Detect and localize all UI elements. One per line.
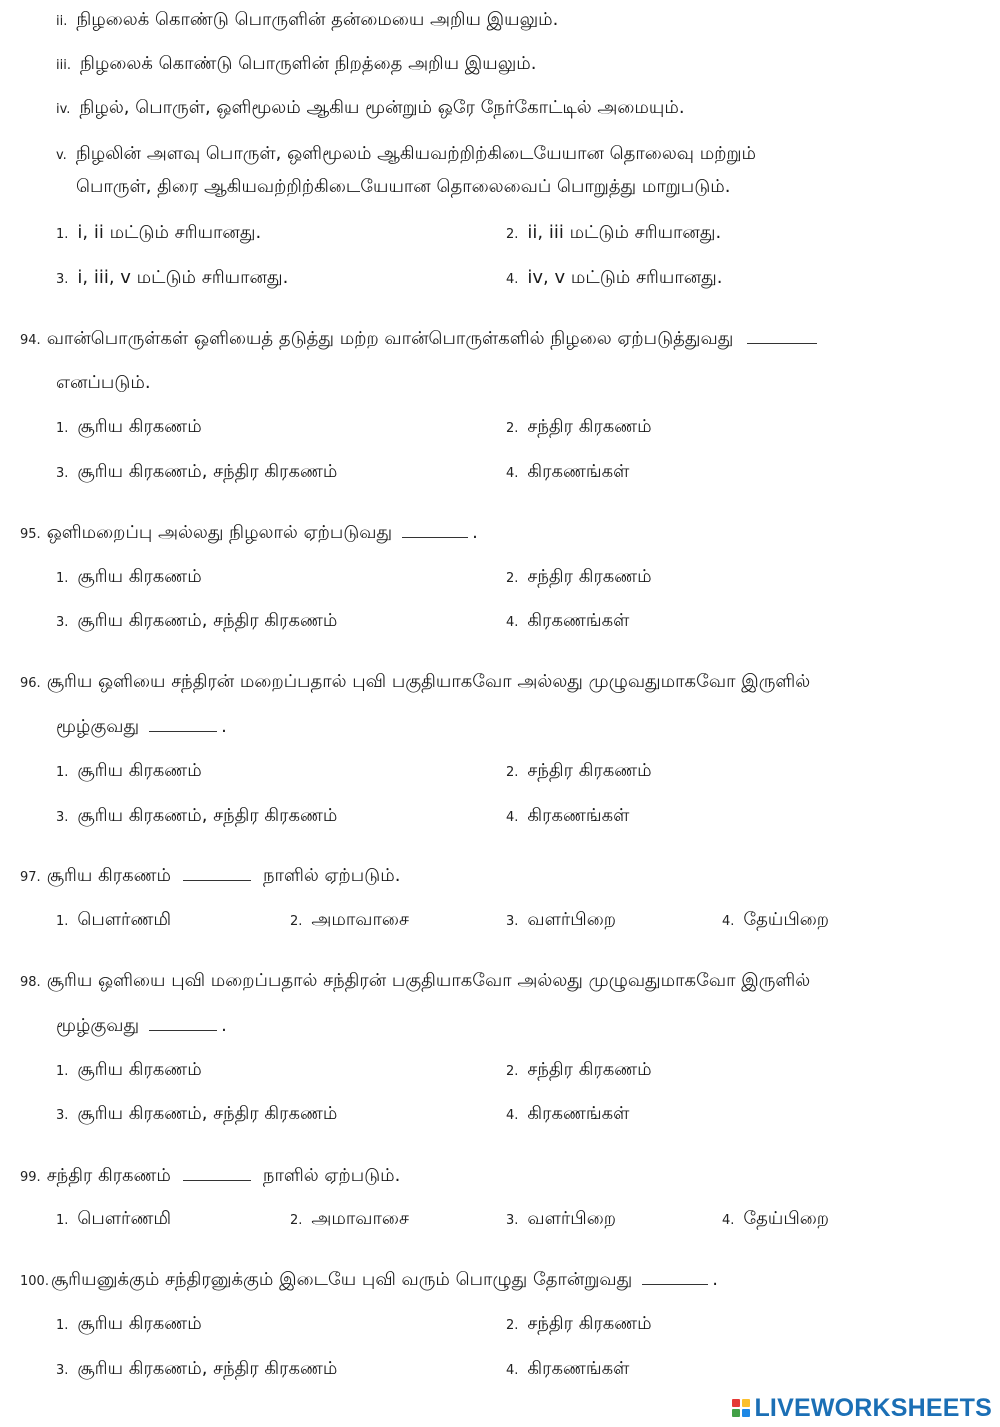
question-96-line2: மூழ்குவது . xyxy=(56,716,227,737)
option-99-2[interactable]: 2. அமாவாசை xyxy=(290,1208,409,1229)
option-95-1[interactable]: 1. சூரிய கிரகணம் xyxy=(56,566,202,587)
option-98-1[interactable]: 1. சூரிய கிரகணம் xyxy=(56,1059,202,1080)
option-100-3[interactable]: 3. சூரிய கிரகணம், சந்திர கிரகணம் xyxy=(56,1358,338,1379)
answer-blank[interactable] xyxy=(402,537,468,538)
option-97-2[interactable]: 2. அமாவாசை xyxy=(290,909,409,930)
question-99: 99. சந்திர கிரகணம் நாளில் ஏற்படும். xyxy=(20,1165,401,1186)
option-95-4[interactable]: 4. கிரகணங்கள் xyxy=(506,610,630,631)
statement-iv: iv. நிழல், பொருள், ஒளிமூலம் ஆகிய மூன்றும் ஒரே நேர்கோட்டில் அமையும். xyxy=(56,97,685,118)
option-96-3[interactable]: 3. சூரிய கிரகணம், சந்திர கிரகணம் xyxy=(56,805,338,826)
question-97: 97. சூரிய கிரகணம் நாளில் ஏற்படும். xyxy=(20,865,401,886)
option-95-3[interactable]: 3. சூரிய கிரகணம், சந்திர கிரகணம் xyxy=(56,610,338,631)
option-97-3[interactable]: 3. வளர்பிறை xyxy=(506,909,616,930)
option-95-2[interactable]: 2. சந்திர கிரகணம் xyxy=(506,566,652,587)
intro-option-1[interactable]: 1. i, ii மட்டும் சரியானது. xyxy=(56,222,262,243)
option-100-2[interactable]: 2. சந்திர கிரகணம் xyxy=(506,1313,652,1334)
option-100-1[interactable]: 1. சூரிய கிரகணம் xyxy=(56,1313,202,1334)
option-98-3[interactable]: 3. சூரிய கிரகணம், சந்திர கிரகணம் xyxy=(56,1103,338,1124)
option-94-3[interactable]: 3. சூரிய கிரகணம், சந்திர கிரகணம் xyxy=(56,461,338,482)
option-100-4[interactable]: 4. கிரகணங்கள் xyxy=(506,1358,630,1379)
intro-option-4[interactable]: 4. iv, v மட்டும் சரியானது. xyxy=(506,267,723,288)
statement-v-continued: பொருள், திரை ஆகியவற்றிற்கிடையேயான தொலைவைப் பொறுத்து மாறுபடும். xyxy=(76,176,731,197)
option-97-4[interactable]: 4. தேய்பிறை xyxy=(722,909,830,930)
option-98-2[interactable]: 2. சந்திர கிரகணம் xyxy=(506,1059,652,1080)
question-94-line2: எனப்படும். xyxy=(56,372,151,393)
liveworksheets-logo-icon xyxy=(732,1399,750,1417)
statement-iii: iii. நிழலைக் கொண்டு பொருளின் நிறத்தை அறிய இயலும். xyxy=(56,53,537,74)
question-94: 94. வான்பொருள்கள் ஒளியைத் தடுத்து மற்ற வான்பொருள்களில் நிழலை ஏற்படுத்துவது xyxy=(20,327,821,353)
option-99-4[interactable]: 4. தேய்பிறை xyxy=(722,1208,830,1229)
option-94-1[interactable]: 1. சூரிய கிரகணம் xyxy=(56,416,202,437)
answer-blank[interactable] xyxy=(642,1284,708,1285)
option-96-4[interactable]: 4. கிரகணங்கள் xyxy=(506,805,630,826)
option-94-4[interactable]: 4. கிரகணங்கள் xyxy=(506,461,630,482)
intro-option-3[interactable]: 3. i, iii, v மட்டும் சரியானது. xyxy=(56,267,289,288)
liveworksheets-brand[interactable] xyxy=(732,1395,992,1421)
answer-blank[interactable] xyxy=(149,731,217,732)
option-99-3[interactable]: 3. வளர்பிறை xyxy=(506,1208,616,1229)
question-96: 96. சூரிய ஒளியை சந்திரன் மறைப்பதால் புவி பகுதியாகவோ அல்லது முழுவதுமாகவோ இருளில் xyxy=(20,671,811,692)
option-96-2[interactable]: 2. சந்திர கிரகணம் xyxy=(506,760,652,781)
option-96-1[interactable]: 1. சூரிய கிரகணம் xyxy=(56,760,202,781)
question-98-line2: மூழ்குவது . xyxy=(56,1015,227,1036)
answer-blank[interactable] xyxy=(747,343,817,344)
question-98: 98. சூரிய ஒளியை புவி மறைப்பதால் சந்திரன் பகுதியாகவோ அல்லது முழுவதுமாகவோ இருளில் xyxy=(20,970,811,991)
brand-name: LIVEWORKSHEETS xyxy=(754,1393,992,1422)
answer-blank[interactable] xyxy=(183,880,251,881)
intro-option-2[interactable]: 2. ii, iii மட்டும் சரியானது. xyxy=(506,222,722,243)
option-99-1[interactable]: 1. பௌர்ணமி xyxy=(56,1208,172,1229)
answer-blank[interactable] xyxy=(149,1030,217,1031)
option-97-1[interactable]: 1. பௌர்ணமி xyxy=(56,909,172,930)
statement-ii: ii. நிழலைக் கொண்டு பொருளின் தன்மையை அறிய இயலும். xyxy=(56,9,559,30)
option-98-4[interactable]: 4. கிரகணங்கள் xyxy=(506,1103,630,1124)
answer-blank[interactable] xyxy=(183,1180,251,1181)
option-94-2[interactable]: 2. சந்திர கிரகணம் xyxy=(506,416,652,437)
question-95: 95. ஒளிமறைப்பு அல்லது நிழலால் ஏற்படுவது . xyxy=(20,522,478,543)
question-100: 100. சூரியனுக்கும் சந்திரனுக்கும் இடையே புவி வரும் பொழுது தோன்றுவது . xyxy=(20,1269,718,1290)
statement-v: v. நிழலின் அளவு பொருள், ஒளிமூலம் ஆகியவற்றிற்கிடையேயான தொலைவு மற்றும் xyxy=(56,143,756,164)
